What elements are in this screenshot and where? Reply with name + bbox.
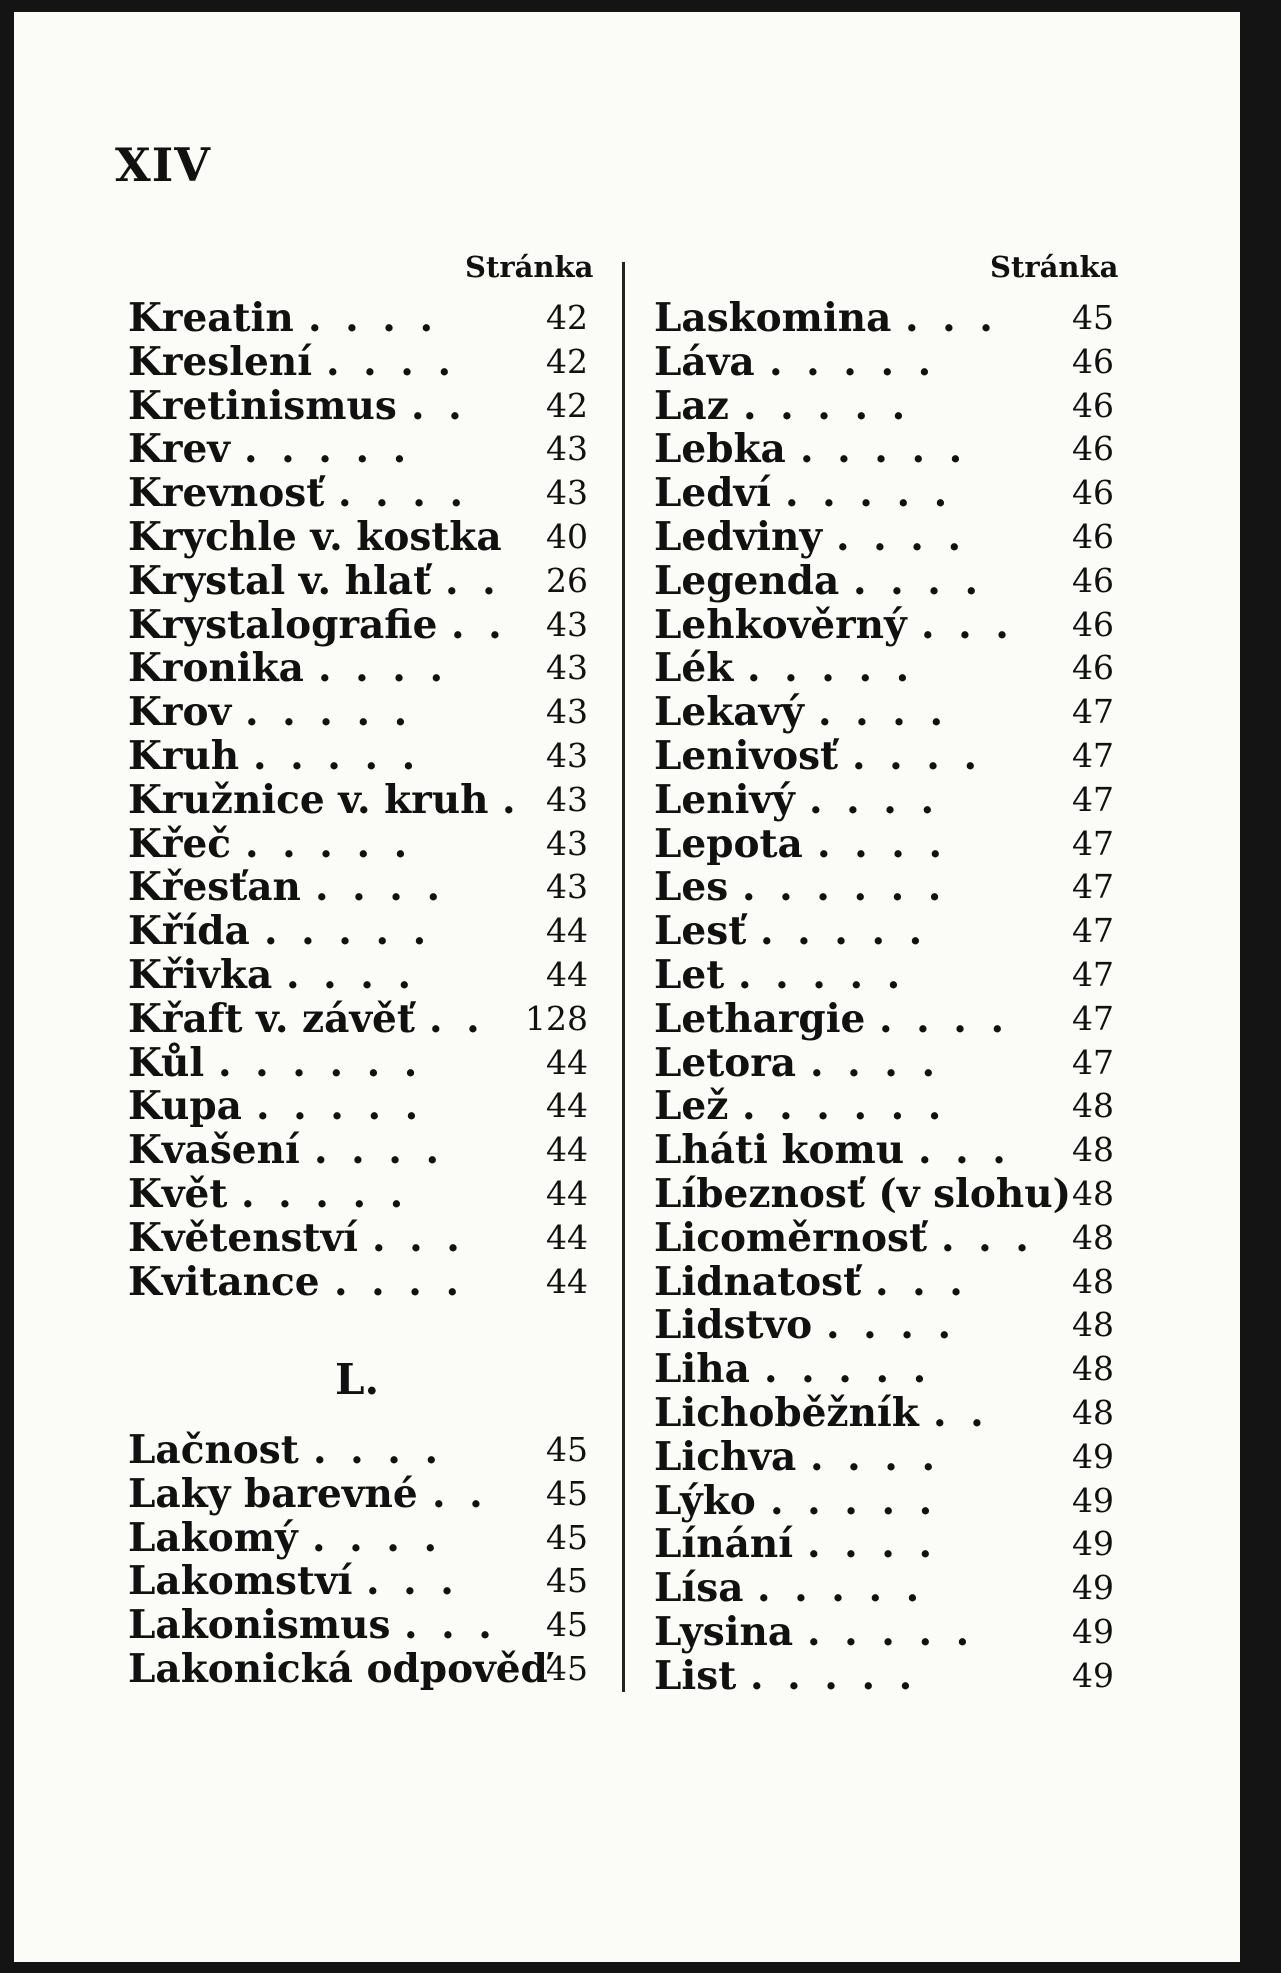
index-entry xyxy=(128,778,588,822)
index-entry xyxy=(128,1172,588,1216)
index-leader-dots: . . . xyxy=(941,1214,1034,1261)
index-term: Květenství xyxy=(128,1214,359,1261)
index-page-number: 44 xyxy=(546,911,588,951)
index-term: Křivka xyxy=(128,952,273,998)
index-page-number: 48 xyxy=(1072,1261,1114,1301)
index-leader-dots: . . . . xyxy=(817,820,948,867)
index-page-number: 44 xyxy=(546,1174,588,1213)
index-page-number: 47 xyxy=(1072,736,1114,775)
index-page-number: 42 xyxy=(546,341,588,381)
index-leader-dots: . . . . . xyxy=(253,733,421,779)
index-term: Laz xyxy=(654,382,729,429)
index-entry xyxy=(654,1654,1114,1698)
index-leader-dots: . . . . xyxy=(818,689,949,736)
index-leader-dots: . . . . . xyxy=(264,908,432,955)
index-leader-dots: . . . . . . xyxy=(742,864,947,911)
index-page-number: 44 xyxy=(546,1130,588,1170)
index-leader-dots: . . . . xyxy=(826,1302,957,1349)
index-entry xyxy=(128,1041,588,1085)
index-term: Kreslení xyxy=(128,338,313,385)
index-page-number: 44 xyxy=(546,1042,588,1082)
index-term: Lakomý xyxy=(128,1514,298,1561)
index-entry xyxy=(654,559,1114,603)
index-entry xyxy=(128,690,588,734)
index-term: Lehkověrný xyxy=(654,601,907,648)
index-page-number: 46 xyxy=(1072,648,1114,688)
index-page-number: 26 xyxy=(546,560,588,600)
index-entry xyxy=(654,690,1114,734)
index-term: Lenivosť xyxy=(654,733,839,779)
index-leader-dots: . . . . . . xyxy=(742,1083,947,1130)
index-term: Kvašení xyxy=(128,1127,300,1174)
index-term: Lekavý xyxy=(654,689,804,736)
index-entry xyxy=(128,1647,588,1691)
index-entry xyxy=(654,1172,1114,1216)
index-leader-dots: . . . xyxy=(905,295,998,341)
index-leader-dots: . . . . . xyxy=(738,952,906,998)
index-page-number: 49 xyxy=(1072,1524,1114,1564)
index-term: Křeč xyxy=(128,820,232,867)
index-term: Kreatin xyxy=(128,295,294,341)
index-page-number: 47 xyxy=(1072,998,1114,1038)
index-page-number: 45 xyxy=(546,1605,588,1645)
index-entry xyxy=(654,1084,1114,1128)
index-leader-dots: . . xyxy=(933,1390,989,1436)
index-entry xyxy=(654,734,1114,778)
index-term: Květ xyxy=(128,1171,228,1217)
index-entry xyxy=(128,603,588,647)
index-leader-dots: . . . . xyxy=(809,776,940,823)
index-page-number: 48 xyxy=(1072,1217,1114,1257)
index-term: Lék xyxy=(654,645,734,692)
index-entry xyxy=(128,515,588,559)
index-term: Ledviny xyxy=(654,514,822,560)
index-term: Lesť xyxy=(654,908,747,955)
index-entry xyxy=(128,1472,588,1516)
index-entry xyxy=(654,646,1114,690)
index-page-number: 46 xyxy=(1072,604,1114,644)
index-entry xyxy=(128,997,588,1041)
index-term: Krystal v. hlať xyxy=(128,557,432,604)
index-leader-dots: . . . xyxy=(372,1214,465,1261)
index-leader-dots: . . . . xyxy=(810,1039,941,1086)
index-entry xyxy=(128,559,588,603)
index-page-number: 44 xyxy=(546,1086,588,1126)
index-entry xyxy=(654,1391,1114,1435)
index-term: Ledví xyxy=(654,470,771,517)
index-term: Laskomina xyxy=(654,295,892,341)
index-term: Legenda xyxy=(654,557,840,604)
index-term: Lísa xyxy=(654,1565,744,1612)
index-entry xyxy=(128,1084,588,1128)
index-page-number: 46 xyxy=(1072,341,1114,381)
index-leader-dots: . . . . xyxy=(836,514,967,560)
index-page-number: 45 xyxy=(546,1473,588,1513)
index-term: Křaft v. závěť xyxy=(128,995,415,1042)
index-leader-dots: . . . . . xyxy=(244,426,412,473)
index-page-number: 46 xyxy=(1072,429,1114,469)
index-leader-dots: . . . . . xyxy=(747,645,915,692)
index-term: Línání xyxy=(654,1521,794,1568)
index-leader-dots: . . . xyxy=(918,1127,1011,1174)
index-page-number: 46 xyxy=(1072,560,1114,600)
index-leader-dots: . . . . . xyxy=(760,908,928,955)
index-leader-dots: . . . . . xyxy=(245,689,413,736)
index-leader-dots: . . . . xyxy=(807,1521,938,1568)
index-page-number: 43 xyxy=(546,473,588,513)
index-term: Lidstvo xyxy=(654,1302,813,1349)
index-page-number: 47 xyxy=(1072,911,1114,951)
index-leader-dots: . . . . xyxy=(810,1433,941,1480)
index-entry xyxy=(128,1559,588,1603)
index-term: Kupa xyxy=(128,1083,242,1130)
index-page-number: 49 xyxy=(1072,1655,1114,1695)
index-entry xyxy=(128,427,588,471)
index-page-number: 44 xyxy=(546,955,588,994)
index-term: Lačnost xyxy=(128,1427,299,1473)
index-page-number: 40 xyxy=(546,517,588,556)
index-term: List xyxy=(654,1652,737,1699)
index-entry xyxy=(654,427,1114,471)
index-leader-dots: . . . . . xyxy=(743,382,911,429)
index-page-number: 46 xyxy=(1072,473,1114,513)
index-entry xyxy=(654,997,1114,1041)
index-leader-dots: . . . . . xyxy=(800,426,968,473)
index-page-number: 48 xyxy=(1072,1130,1114,1170)
index-term: Lýko xyxy=(654,1477,756,1524)
index-leader-dots: . . xyxy=(429,995,485,1042)
index-page-number: 43 xyxy=(546,823,588,863)
index-page-number: 49 xyxy=(1072,1568,1114,1608)
index-entry xyxy=(654,1479,1114,1523)
index-entry xyxy=(128,1428,588,1472)
index-term: Krov xyxy=(128,689,232,736)
index-entry xyxy=(654,865,1114,909)
index-page-number: 44 xyxy=(546,1217,588,1257)
index-leader-dots: . . xyxy=(451,601,507,648)
left-column-header: Stránka xyxy=(465,250,594,284)
index-page-number: 43 xyxy=(546,429,588,469)
index-term: Kretinismus xyxy=(128,382,397,429)
index-leader-dots: . . . . xyxy=(879,995,1010,1042)
index-entry xyxy=(128,1603,588,1647)
index-term: Lež xyxy=(654,1083,729,1130)
index-term: Liha xyxy=(654,1346,750,1393)
index-leader-dots: . . . . xyxy=(308,295,439,341)
index-leader-dots: . . . xyxy=(921,601,1014,648)
index-page-number: 49 xyxy=(1072,1436,1114,1476)
index-term: Lichva xyxy=(654,1433,797,1480)
index-page-number: 45 xyxy=(546,1430,588,1469)
section-letter: L. xyxy=(335,1355,380,1404)
index-page-number: 45 xyxy=(546,1517,588,1557)
index-term: Kruh xyxy=(128,733,240,779)
index-term: Kružnice v. kruh xyxy=(128,776,489,823)
index-term: Kronika xyxy=(128,645,304,692)
index-entry xyxy=(654,1303,1114,1347)
index-entry xyxy=(128,296,588,340)
index-page-number: 128 xyxy=(525,998,588,1038)
index-term: Křesťan xyxy=(128,864,301,911)
index-term: Lháti komu xyxy=(654,1127,905,1174)
index-leader-dots: . . . . xyxy=(852,733,983,779)
index-page-number: 45 xyxy=(546,1649,588,1688)
index-entry xyxy=(654,1522,1114,1566)
index-leader-dots: . . . . . xyxy=(770,1477,938,1524)
index-entry xyxy=(654,384,1114,428)
index-leader-dots: . . . . . xyxy=(764,1346,932,1393)
index-term: Lakomství xyxy=(128,1558,353,1605)
index-term: Krev xyxy=(128,426,230,473)
index-entry xyxy=(128,1128,588,1172)
index-leader-dots: . . . . . . xyxy=(218,1039,423,1086)
index-page-number: 43 xyxy=(546,692,588,732)
index-page-number: 48 xyxy=(1072,1305,1114,1345)
index-term: Kůl xyxy=(128,1039,205,1086)
index-page-number: 48 xyxy=(1072,1393,1114,1432)
index-entry xyxy=(128,1216,588,1260)
index-page-number: 47 xyxy=(1072,823,1114,863)
index-leader-dots: . . xyxy=(445,557,501,604)
index-term: Lakonismus xyxy=(128,1602,391,1649)
index-term: Lakonická odpověď xyxy=(128,1646,548,1692)
index-term: Lepota xyxy=(654,820,803,867)
index-leader-dots: . . . . . xyxy=(750,1652,918,1699)
index-entry xyxy=(654,1041,1114,1085)
index-entry xyxy=(128,865,588,909)
index-page-number: 43 xyxy=(546,604,588,644)
index-page-number: 45 xyxy=(1072,298,1114,337)
index-leader-dots: . . . . xyxy=(313,1427,444,1473)
index-entry xyxy=(128,340,588,384)
index-entry xyxy=(654,1566,1114,1610)
index-leader-dots: . . . . . xyxy=(256,1083,424,1130)
index-entry xyxy=(654,340,1114,384)
page-number: XIV xyxy=(115,138,211,192)
index-leader-dots: . . . . xyxy=(338,470,469,517)
index-entry xyxy=(654,953,1114,997)
index-term: Krystalografie xyxy=(128,601,438,648)
index-term: Letora xyxy=(654,1039,797,1086)
index-page-number: 48 xyxy=(1072,1086,1114,1126)
index-term: Let xyxy=(654,952,725,998)
index-entry xyxy=(128,734,588,778)
index-entry xyxy=(128,822,588,866)
index-page-number: 47 xyxy=(1072,779,1114,819)
index-leader-dots: . . xyxy=(432,1470,488,1517)
index-entry xyxy=(128,1516,588,1560)
index-term: Křída xyxy=(128,908,250,955)
index-leader-dots: . . . . xyxy=(312,1514,443,1561)
index-entry xyxy=(654,909,1114,953)
index-term: Laky barevné xyxy=(128,1470,418,1517)
index-entry xyxy=(654,1610,1114,1654)
index-page-number: 46 xyxy=(1072,385,1114,425)
index-entry xyxy=(654,1216,1114,1260)
index-entry xyxy=(654,471,1114,515)
index-page-number: 43 xyxy=(546,779,588,819)
index-term: Krevnosť xyxy=(128,470,325,517)
index-leader-dots: . . . . xyxy=(315,864,446,911)
index-page-number: 42 xyxy=(546,385,588,425)
index-entry xyxy=(654,778,1114,822)
index-entry xyxy=(654,515,1114,559)
index-leader-dots: . . . xyxy=(366,1558,459,1605)
index-leader-dots: . . . . . xyxy=(757,1565,925,1612)
index-entry xyxy=(654,822,1114,866)
index-leader-dots: . . . . xyxy=(853,557,984,604)
index-term: Licoměrnosť xyxy=(654,1214,927,1261)
index-term: Lenivý xyxy=(654,776,795,823)
index-page-number: 43 xyxy=(546,648,588,688)
index-entry xyxy=(654,1347,1114,1391)
index-entry xyxy=(128,646,588,690)
index-leader-dots: . . . . . xyxy=(769,338,937,385)
index-leader-dots: . . . . . xyxy=(807,1609,975,1655)
index-term: Láva xyxy=(654,338,755,385)
index-term: Kvitance xyxy=(128,1258,320,1305)
index-page-number: 48 xyxy=(1072,1174,1114,1213)
index-term: Lebka xyxy=(654,426,786,473)
index-term: Lichoběžník xyxy=(654,1390,919,1436)
index-entry xyxy=(654,296,1114,340)
index-page-number: 48 xyxy=(1072,1349,1114,1389)
index-term: Líbeznosť (v slohu) xyxy=(654,1171,1072,1217)
index-term: Les xyxy=(654,864,729,911)
index-page-number: 47 xyxy=(1072,692,1114,732)
index-entry xyxy=(654,1260,1114,1304)
index-leader-dots: . . . . xyxy=(334,1258,465,1305)
index-term: Lysina xyxy=(654,1609,794,1655)
index-term: Lethargie xyxy=(654,995,866,1042)
index-leader-dots: . . . . . xyxy=(241,1171,409,1217)
index-leader-dots: . . . . xyxy=(318,645,449,692)
index-entry xyxy=(654,1435,1114,1479)
right-column-header: Stránka xyxy=(990,250,1119,284)
index-leader-dots: . . . . . xyxy=(785,470,953,517)
index-leader-dots: . xyxy=(502,776,521,823)
index-page-number: 43 xyxy=(546,867,588,907)
index-leader-dots: . . xyxy=(411,382,467,429)
index-page-number: 49 xyxy=(1072,1612,1114,1651)
index-leader-dots: . . . . xyxy=(314,1127,445,1174)
index-term: Krychle v. kostka xyxy=(128,514,502,560)
index-leader-dots: . . . . xyxy=(286,952,417,998)
index-entry xyxy=(128,909,588,953)
index-page-number: 47 xyxy=(1072,955,1114,994)
column-divider xyxy=(622,262,625,1692)
index-page-number: 46 xyxy=(1072,517,1114,556)
index-entry xyxy=(128,953,588,997)
index-entry xyxy=(128,1260,588,1304)
index-entry xyxy=(654,1128,1114,1172)
index-page-number: 47 xyxy=(1072,1042,1114,1082)
index-entry xyxy=(128,471,588,515)
index-leader-dots: . . . . . xyxy=(245,820,413,867)
index-page-number: 47 xyxy=(1072,867,1114,907)
index-term: Lidnatosť xyxy=(654,1258,862,1305)
index-leader-dots: . . . xyxy=(404,1602,497,1649)
index-page-number: 43 xyxy=(546,736,588,775)
index-page-number: 45 xyxy=(546,1561,588,1601)
index-page-number: 44 xyxy=(546,1261,588,1301)
index-leader-dots: . . . . xyxy=(326,338,457,385)
index-page-number: 49 xyxy=(1072,1480,1114,1520)
index-page-number: 42 xyxy=(546,298,588,337)
index-entry xyxy=(654,603,1114,647)
index-entry xyxy=(128,384,588,428)
index-leader-dots: . . . xyxy=(875,1258,968,1305)
